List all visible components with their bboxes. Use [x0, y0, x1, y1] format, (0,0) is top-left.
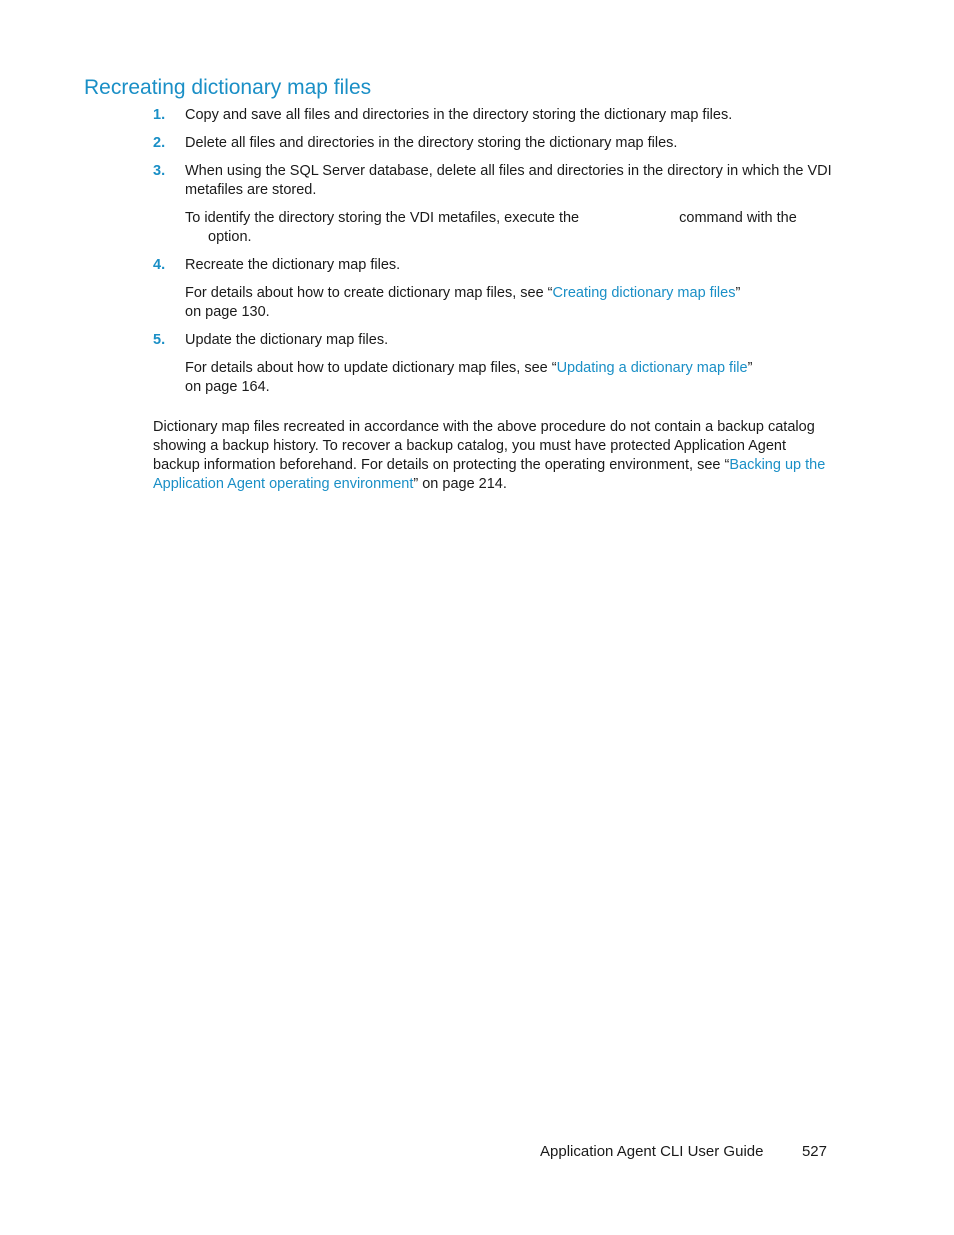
updating-dictionary-map-file-link[interactable]: Updating a dictionary map file — [556, 360, 748, 376]
paragraph-text: ” on page 214. — [413, 476, 507, 492]
summary-paragraph — [153, 418, 833, 494]
step-note — [185, 209, 833, 247]
step-note-part: command with the — [679, 210, 797, 226]
step-number: 2. — [153, 135, 166, 151]
step-2 — [153, 134, 833, 153]
step-note-part: To identify the directory storing the VDI metafiles, execute the — [185, 210, 580, 226]
step-note-part: For details about how to update dictionary map files, see “ — [185, 360, 557, 376]
creating-dictionary-map-files-link[interactable]: Creating dictionary map files — [552, 285, 736, 301]
step-text: Update the dictionary map files. — [185, 332, 389, 348]
footer-title: Application Agent CLI User Guide — [540, 1143, 764, 1160]
step-number: 1. — [153, 107, 166, 123]
step-note-part: ” on page 130. — [185, 285, 741, 320]
step-note-part: ” on page 164. — [185, 360, 753, 395]
step-text: When using the SQL Server database, delete all files and directories in the directory in which the VDI metafiles are stored. — [185, 163, 832, 198]
backing-up-environment-link[interactable]: Backing up the Application Agent operating environment — [153, 457, 826, 492]
step-number: 5. — [153, 332, 166, 348]
step-text: Recreate the dictionary map files. — [185, 257, 401, 273]
step-4 — [153, 256, 833, 322]
step-text: Delete all files and directories in the directory storing the dictionary map files. — [185, 135, 678, 151]
step-number: 4. — [153, 257, 166, 273]
step-text: Copy and save all files and directories in the directory storing the dictionary map files. — [185, 107, 733, 123]
step-note-part: option. — [208, 229, 252, 245]
page-title: Recreating dictionary map files — [84, 76, 372, 99]
step-5 — [153, 331, 833, 397]
step-1 — [153, 106, 833, 125]
page-number: 527 — [801, 1143, 827, 1160]
procedure-steps — [153, 106, 833, 406]
step-note — [185, 284, 745, 322]
page-footer — [540, 1143, 830, 1160]
paragraph-text: Dictionary map files recreated in accordance with the above procedure do not contain a backup catalog showing a backup history. To recover a backup catalog, you must have protected Application Agent backup information beforehand. For details on protecting the operating environment, see “ — [153, 419, 815, 473]
step-note-part: For details about how to create dictionary map files, see “ — [185, 285, 553, 301]
step-3 — [153, 162, 833, 247]
step-note — [185, 359, 770, 397]
step-number: 3. — [153, 163, 166, 179]
